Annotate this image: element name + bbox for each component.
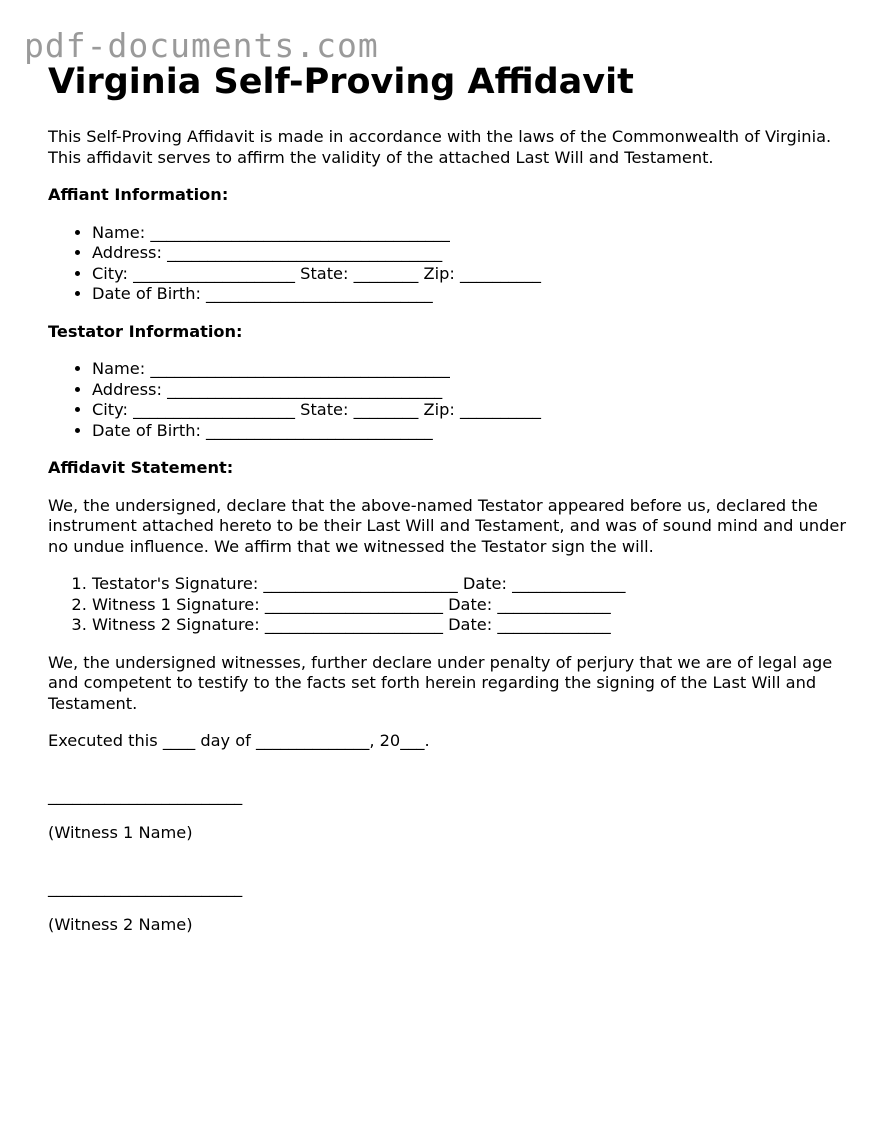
executed-line: Executed this ____ day of ______________, 20___.: [48, 731, 430, 750]
witness1-signature-line: 2. Witness 1 Signature: ______________________ Date: ______________: [92, 595, 848, 616]
testator-heading: Testator Information:: [48, 321, 243, 341]
document-title: Virginia Self-Proving Affidavit: [48, 62, 634, 102]
affiant-dob-field: • Date of Birth: ____________________________: [92, 284, 848, 305]
testator-dob-field: • Date of Birth: ____________________________: [92, 421, 848, 442]
testator-list: [48, 359, 848, 441]
testator-name-field: • Name: _____________________________________: [92, 359, 848, 380]
affiant-heading: Affiant Information:: [48, 185, 229, 204]
witness1-name-label: (Witness 1 Name): [48, 823, 193, 842]
statement-heading: Affidavit Statement:: [48, 458, 234, 477]
witness2-signature-line: 3. Witness 2 Signature: ______________________ Date: ______________: [92, 615, 848, 636]
witness1-name-line: ________________________: [48, 785, 243, 805]
document: [48, 60, 848, 936]
witness2-name-line: ________________________: [48, 877, 243, 897]
affiant-list: [48, 223, 848, 305]
affiant-address-field: • Address: __________________________________: [92, 243, 848, 264]
testator-city-state-zip-field: • City: ____________________ State: ________ Zip: __________: [92, 400, 848, 421]
signature-list: [48, 574, 848, 636]
affiant-city-state-zip-field: • City: ____________________ State: ________ Zip: __________: [92, 264, 848, 285]
affiant-name-field: • Name: _____________________________________: [92, 223, 848, 244]
intro-paragraph: This Self-Proving Affidavit is made in accordance with the laws of the Commonwealth of Virginia. This affidavit serves to affirm the validity of the attached Last Will and Testament.: [48, 127, 832, 167]
witness2-name-label: (Witness 2 Name): [48, 915, 193, 934]
statement-paragraph: We, the undersigned, declare that the above-named Testator appeared before us, declared the instrument attached hereto to be their Last Will and Testament, and was of sound mind and under no undue influence. We affirm that we witnessed the Testator sign the will.: [48, 495, 847, 556]
witness-declaration: We, the undersigned witnesses, further declare under penalty of perjury that we are of legal age and competent to testify to the facts set forth herein regarding the signing of the Last Will and Testament.: [48, 652, 833, 713]
testator-signature-line: 1. Testator's Signature: ________________________ Date: ______________: [92, 574, 848, 595]
watermark: pdf-documents.com: [24, 26, 379, 65]
testator-address-field: • Address: __________________________________: [92, 380, 848, 401]
